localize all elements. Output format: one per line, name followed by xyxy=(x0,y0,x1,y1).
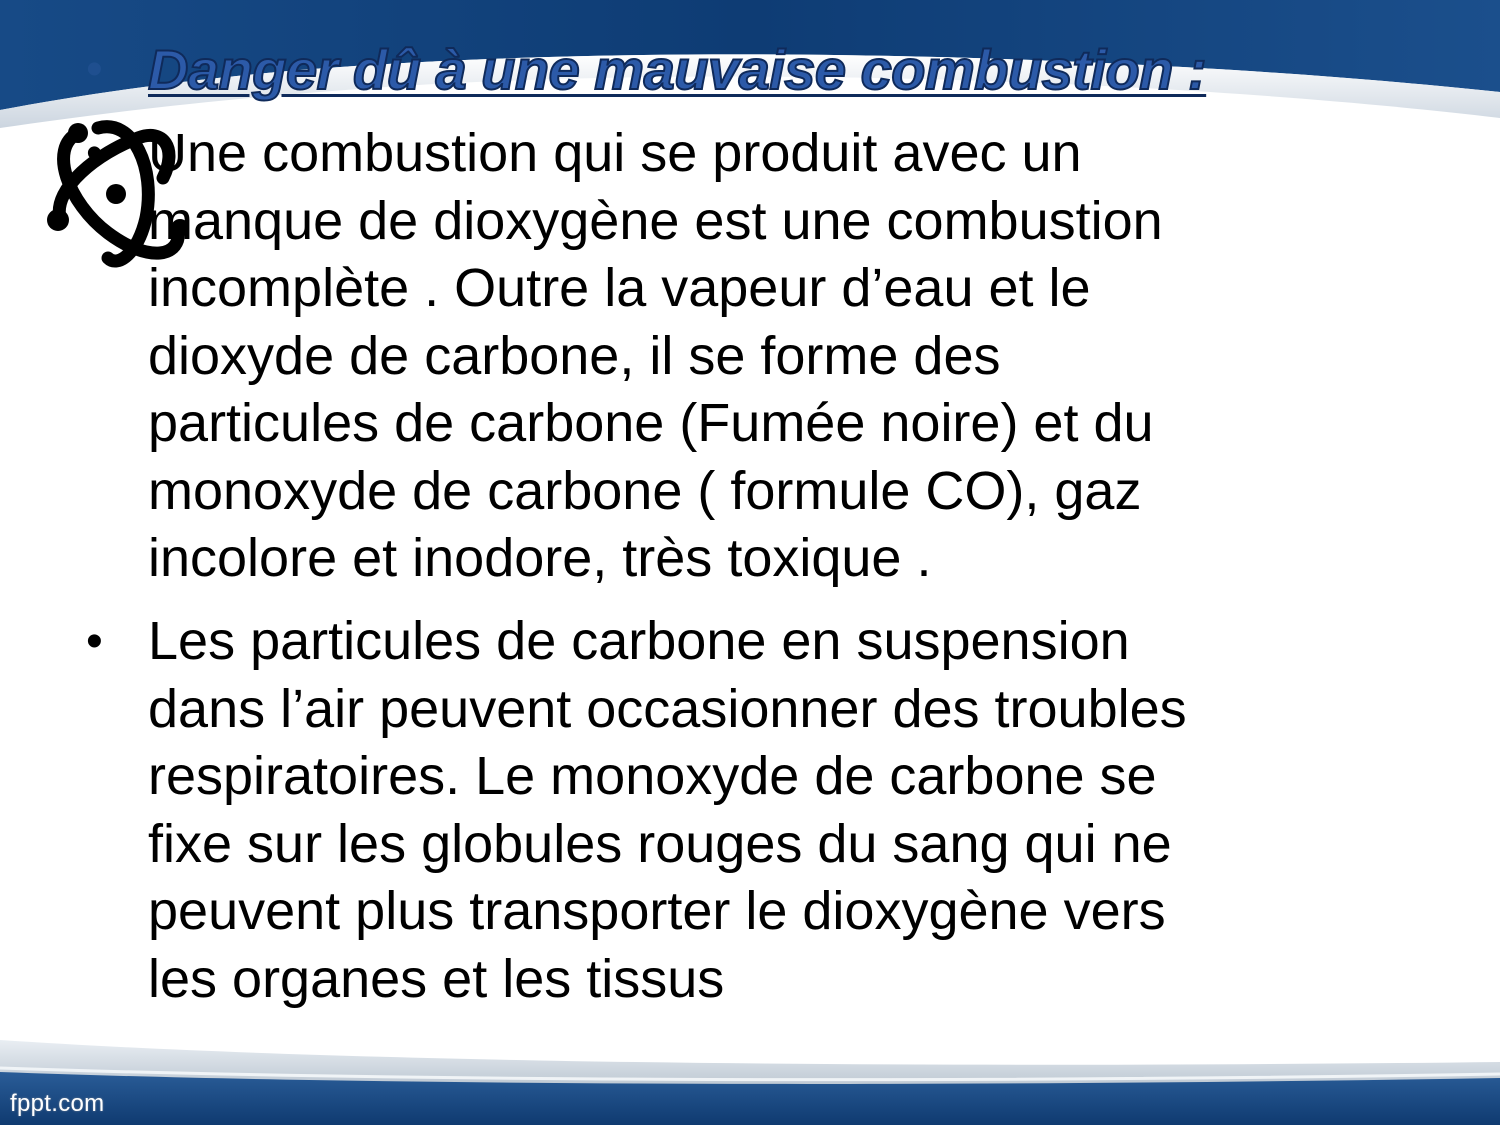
bullet-icon: • xyxy=(86,43,103,96)
paragraph-line: monoxyde de carbone ( formule CO), gaz xyxy=(148,460,1142,521)
paragraph-line: les organes et les tissus xyxy=(148,948,725,1009)
paragraph-line: manque de dioxygène est une combustion xyxy=(148,190,1163,251)
paragraph-line: Une combustion qui se produit avec un xyxy=(148,123,1082,183)
slide-title: Danger dû à une mauvaise combustion : xyxy=(148,38,1207,101)
paragraph-line: peuvent plus transporter le dioxygène vers xyxy=(148,881,1166,941)
footer-brand: fppt.com xyxy=(10,1090,105,1117)
paragraph-line: Les particules de carbone en suspension xyxy=(148,611,1130,671)
paragraph-line: respiratoires. Le monoxyde de carbone se xyxy=(148,746,1157,806)
paragraph-line: incolore et inodore, très toxique . xyxy=(148,528,932,588)
bullet-icon: • xyxy=(86,615,103,668)
bullet-icon: • xyxy=(86,127,103,180)
bullet-paragraph-1 xyxy=(148,120,1438,593)
paragraph-line: particules de carbone (Fumée noire) et du xyxy=(148,393,1154,453)
paragraph-line: dans l’air peuvent occasionner des troubles xyxy=(148,678,1187,739)
paragraph-line: fixe sur les globules rouges du sang qui ne xyxy=(148,813,1172,874)
paragraph-line: incomplète . Outre la vapeur d’eau et le xyxy=(148,258,1091,318)
paragraph-line: dioxyde de carbone, il se forme des xyxy=(148,325,1001,386)
bullet-paragraph-2 xyxy=(148,608,1438,1013)
